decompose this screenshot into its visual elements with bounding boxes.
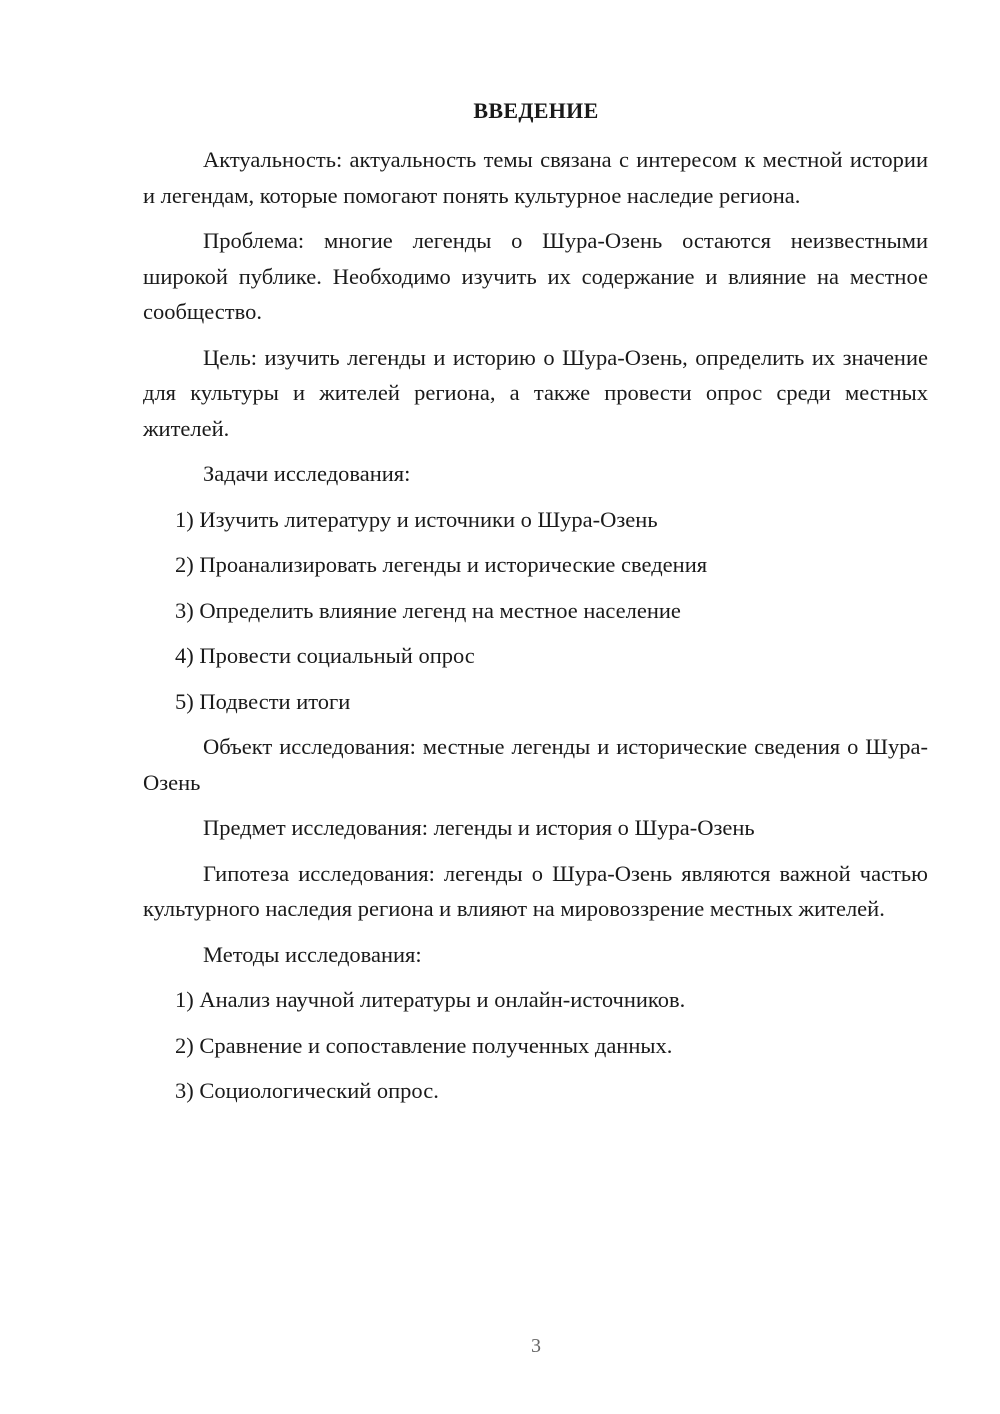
methods-list (143, 982, 928, 1109)
list-item: 5) Подвести итоги (175, 688, 351, 714)
goal-paragraph: Цель: изучить легенды и историю о Шура-Озень, определить их значение для культуры и жителей региона, а также провести опрос среди местных жителей. (143, 344, 928, 441)
hypothesis-paragraph: Гипотеза исследования: легенды о Шура-Озень являются важной частью культурного наследия региона и влияют на мировоззрение местных жителей. (143, 860, 928, 921)
document-body (143, 142, 928, 1119)
list-item: 2) Сравнение и сопоставление полученных данных. (175, 1032, 673, 1058)
list-item: 3) Определить влияние легенд на местное население (175, 597, 681, 623)
list-item: 1) Анализ научной литературы и онлайн-источников. (175, 987, 686, 1012)
tasks-list (143, 502, 928, 720)
subject-paragraph: Предмет исследования: легенды и история о Шура-Озень (203, 815, 755, 840)
object-paragraph: Объект исследования: местные легенды и исторические сведения о Шура-Озень (143, 734, 928, 795)
list-item: 3) Социологический опрос. (175, 1078, 439, 1103)
methods-heading: Методы исследования: (203, 941, 422, 967)
page-number: 3 (531, 1335, 541, 1357)
list-item: 1) Изучить литературу и источники о Шура-Озень (175, 506, 658, 532)
tasks-heading: Задачи исследования: (203, 461, 411, 486)
problem-paragraph: Проблема: многие легенды о Шура-Озень остаются неизвестными широкой публике. Необходимо изучить их содержание и влияние на местное сообщество. (143, 228, 928, 324)
relevance-paragraph: Актуальность: актуальность темы связана с интересом к местной истории и легендам, которые помогают понять культурное наследие региона. (143, 147, 928, 208)
list-item: 4) Провести социальный опрос (175, 643, 475, 668)
page-title: ВВЕДЕНИЕ (473, 98, 599, 123)
list-item: 2) Проанализировать легенды и исторические сведения (175, 552, 708, 577)
